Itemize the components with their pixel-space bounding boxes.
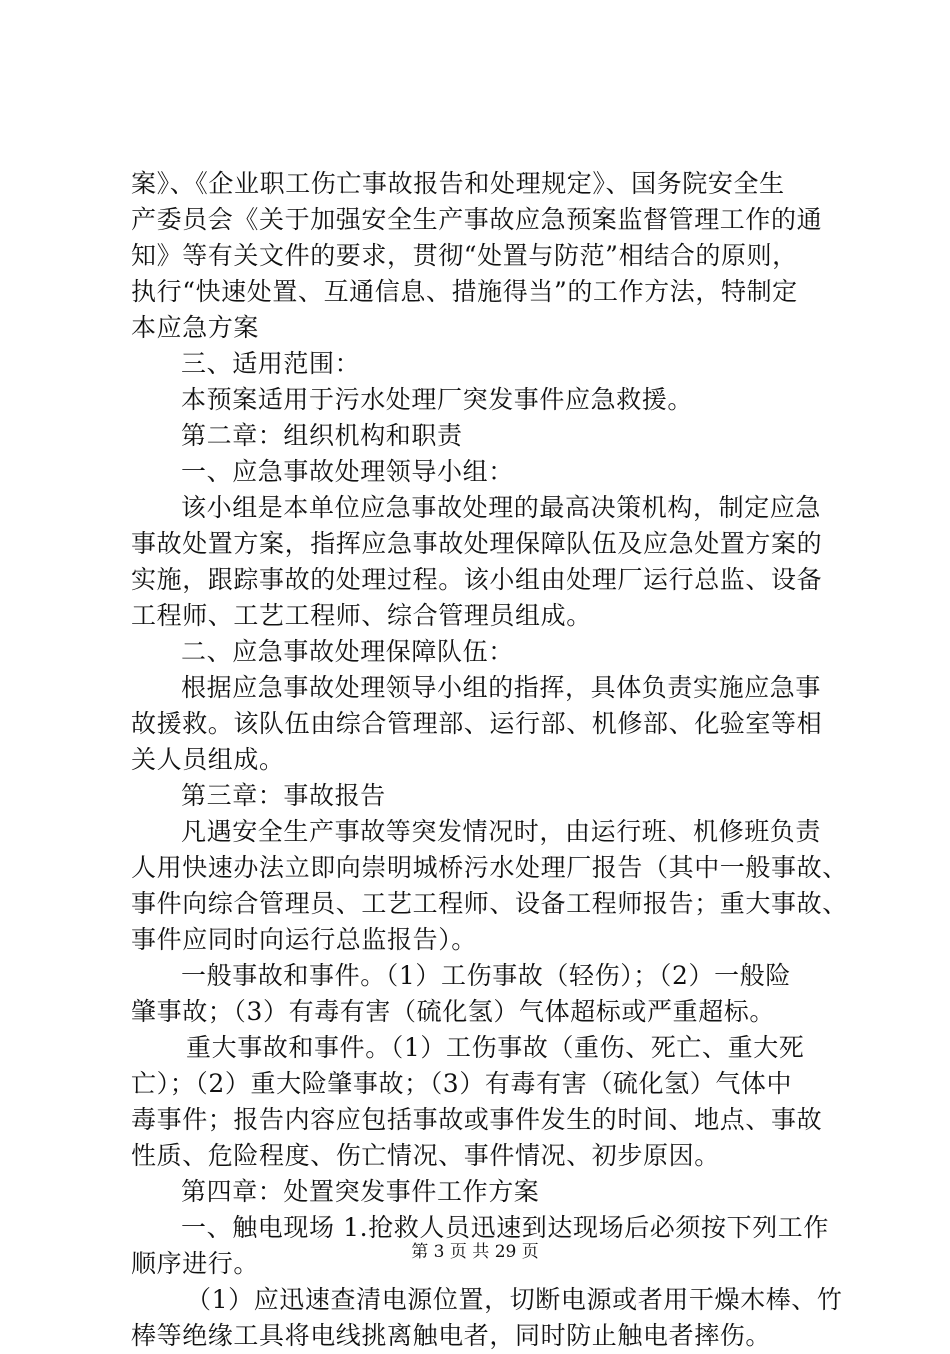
- text-line: 产委员会《关于加强安全生产事故应急预案监督管理工作的通: [131, 205, 823, 234]
- text-line: 知》等有关文件的要求，贯彻“处置与防范”相结合的原则，: [131, 241, 798, 270]
- chapter-heading: 第四章：处置突发事件工作方案: [181, 1177, 540, 1206]
- text-line: 人用快速办法立即向崇明城桥污水处理厂报告（其中一般事故、: [131, 853, 848, 882]
- text-line: 一、触电现场 1.抢救人员迅速到达现场后必须按下列工作: [181, 1213, 830, 1242]
- text-line: 一般事故和事件。（1）工伤事故（轻伤）；（2）一般险: [181, 961, 791, 990]
- text-line: 凡遇安全生产事故等突发情况时，由运行班、机修班负责: [181, 817, 822, 846]
- text-line: 本应急方案: [131, 313, 260, 342]
- text-line: 执行“快速处置、互通信息、措施得当”的工作方法，特制定: [131, 277, 798, 306]
- page-footer: [0, 1241, 950, 1263]
- text-line: 工程师、工艺工程师、综合管理员组成。: [131, 601, 592, 630]
- chapter-heading: 第三章：事故报告: [181, 781, 386, 810]
- text-line: 事件应同时向运行总监报告）。: [131, 925, 477, 954]
- text-line: 该小组是本单位应急事故处理的最高决策机构，制定应急: [181, 493, 822, 522]
- text-line: 关人员组成。: [131, 745, 285, 774]
- text-line: 本预案适用于污水处理厂突发事件应急救援。: [181, 385, 694, 414]
- text-line: 毒事件；报告内容应包括事故或事件发生的时间、地点、事故: [131, 1105, 823, 1134]
- page-number: 第 3 页 共 29 页: [411, 1242, 539, 1262]
- text-line: 事故处置方案，指挥应急事故处理保障队伍及应急处置方案的: [131, 529, 823, 558]
- chapter-heading: 第二章：组织机构和职责: [181, 421, 463, 450]
- text-line: 性质、危险程度、伤亡情况、事件情况、初步原因。: [131, 1141, 720, 1170]
- text-line: （1）应迅速查清电源位置，切断电源或者用干燥木棒、竹: [186, 1285, 843, 1314]
- section-heading: 一、应急事故处理领导小组：: [181, 457, 514, 486]
- text-line: 亡）；（2）重大险肇事故；（3）有毒有害（硫化氢）气体中: [131, 1069, 793, 1098]
- text-line: 肇事故；（3）有毒有害（硫化氢）气体超标或严重超标。: [131, 997, 776, 1026]
- text-line: 根据应急事故处理领导小组的指挥，具体负责实施应急事: [181, 673, 822, 702]
- text-line: 案》、《企业职工伤亡事故报告和处理规定》、国务院安全生: [131, 169, 785, 198]
- text-line: 顺序进行。: [131, 1249, 260, 1278]
- text-line: 故援救。该队伍由综合管理部、运行部、机修部、化验室等相: [131, 709, 823, 738]
- section-heading: 二、应急事故处理保障队伍：: [181, 637, 514, 666]
- text-line: 事件向综合管理员、工艺工程师、设备工程师报告；重大事故、: [131, 889, 848, 918]
- section-heading: 三、适用范围：: [181, 349, 361, 378]
- text-line: 重大事故和事件。（1）工伤事故（重伤、死亡、重大死: [186, 1033, 805, 1062]
- text-line: 棒等绝缘工具将电线挑离触电者，同时防止触电者摔伤。: [131, 1321, 772, 1350]
- document-body: [131, 166, 848, 1354]
- text-line: 实施，跟踪事故的处理过程。该小组由处理厂运行总监、设备: [131, 565, 823, 594]
